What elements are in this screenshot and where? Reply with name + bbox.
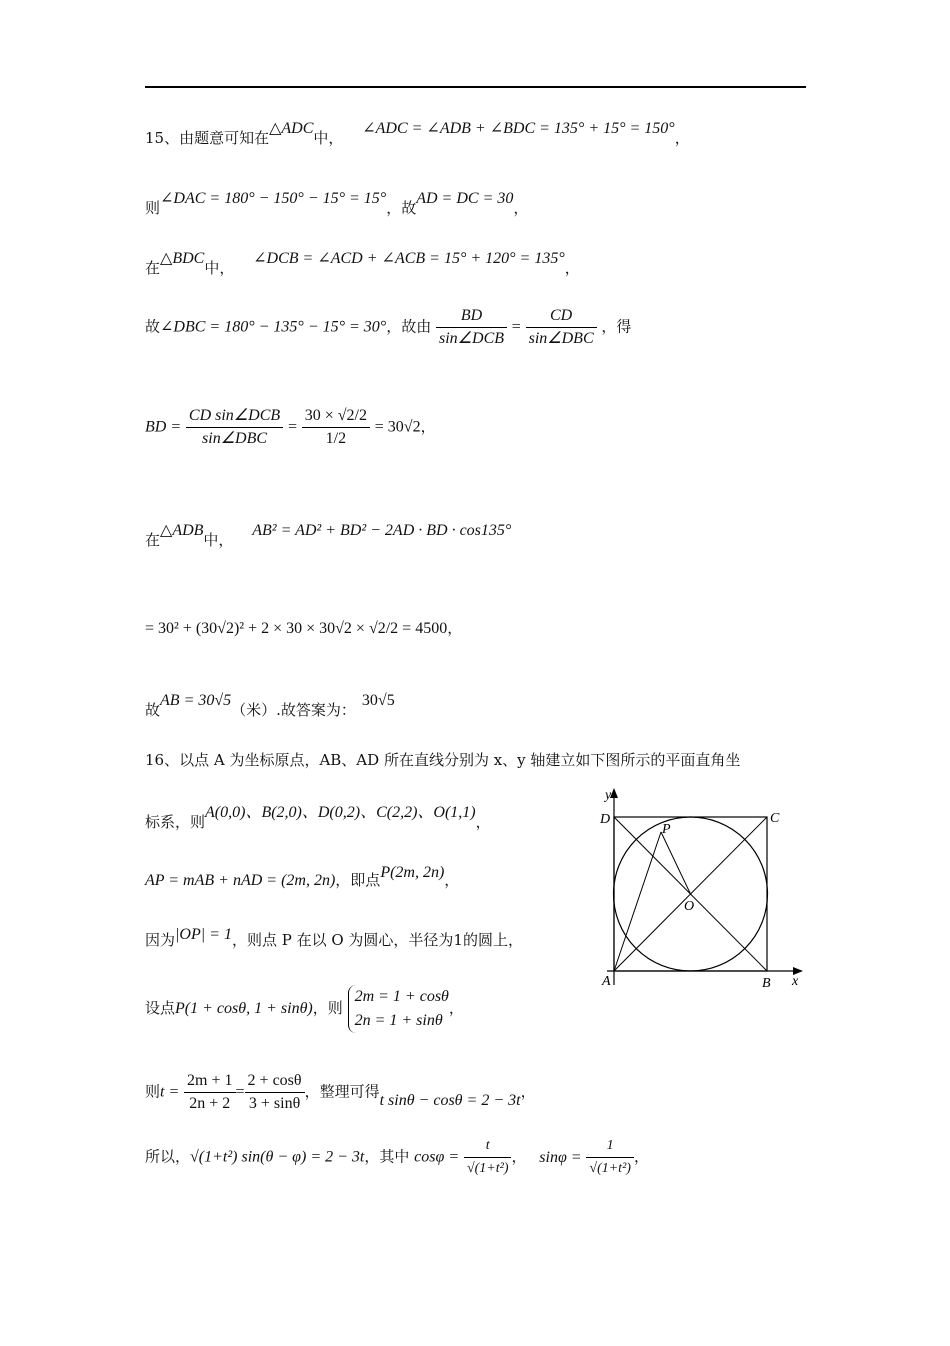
text: ， — [475, 813, 491, 831]
label-o: O — [684, 899, 695, 914]
label-y: y — [605, 788, 612, 803]
num: 1 — [586, 1135, 634, 1158]
den: sin∠DCB — [439, 330, 505, 347]
frac-cos — [464, 1135, 512, 1180]
triangle-adb: △ADB — [160, 522, 204, 539]
frac-cd-sin — [526, 305, 597, 350]
eq-angle-dac: ∠DAC = 180° − 150° − 15° = 15° — [160, 190, 387, 207]
frac-numeric — [302, 405, 370, 450]
text: 16、以点 A 为坐标原点，AB、AD 所在直线分别为 x、y 轴建立如下图所示的平面直角坐 — [145, 751, 741, 769]
text: 则 — [145, 199, 161, 217]
text: ，故 — [386, 199, 417, 217]
label-p: P — [662, 822, 671, 837]
sys-row2: 2n = 1 + sinθ — [354, 1012, 443, 1029]
bd-result: = 30√2 — [374, 418, 421, 436]
frac-t1 — [184, 1070, 235, 1115]
text: 因为 — [145, 931, 176, 949]
text: 在 — [145, 531, 161, 549]
p15-line6 — [145, 522, 512, 551]
p16-line5 — [145, 985, 464, 1033]
num: CD sin∠DCB — [186, 405, 283, 428]
label-c: C — [770, 811, 780, 826]
den: √(1+t²) — [466, 1161, 509, 1176]
num: t — [464, 1135, 512, 1158]
num: 2m + 1 — [184, 1070, 235, 1093]
label-a: A — [602, 974, 611, 989]
text: 故 — [145, 701, 161, 719]
num: 2 + cosθ — [245, 1070, 305, 1093]
text: 15、由题意可知在 — [145, 129, 270, 147]
text: ， — [674, 129, 690, 147]
eq-angle-dcb: ∠DCB = ∠ACD + ∠ACB = 15° + 120° = 135° — [253, 250, 565, 267]
frac-bd-sin — [436, 305, 507, 350]
label-x: x — [792, 974, 799, 989]
num: BD — [436, 305, 507, 328]
bd-lhs: BD = — [145, 418, 182, 436]
eq-angle-adc: ∠ADC = ∠ADB + ∠BDC = 135° + 15° = 150° — [362, 120, 675, 137]
den: sin∠DBC — [202, 430, 268, 447]
text: 中， — [203, 531, 234, 549]
text: 中， — [313, 129, 344, 147]
sin-phi: sinφ = — [539, 1148, 582, 1166]
text: 所以， — [145, 1147, 191, 1166]
triangle-bdc: △BDC — [160, 250, 205, 267]
text: ， — [513, 199, 529, 217]
text: ， — [447, 619, 463, 637]
text: 故 — [145, 317, 161, 336]
eq-cosine-law: AB² = AD² + BD² − 2AD · BD · cos135° — [252, 522, 512, 539]
text: ， — [564, 259, 580, 277]
text: （米）.故答案为： — [231, 701, 356, 719]
text: ，则点 P 在以 O 为圆心，半径为1的圆上， — [231, 931, 523, 949]
eq-points: A(0,0)、B(2,0)、D(0,2)、C(2,2)、O(1,1) — [205, 804, 476, 821]
segment-po — [661, 832, 691, 894]
text: ，则 — [312, 999, 343, 1017]
text: ， — [520, 1082, 536, 1101]
text: 则 — [145, 1082, 161, 1101]
eq-t-sin: t sinθ − cosθ = 2 − 3t — [379, 1091, 521, 1109]
p15-line2 — [145, 190, 529, 219]
point-p-param: P(1 + cosθ, 1 + sinθ) — [175, 1000, 313, 1017]
eq-ad-dc: AD = DC = 30 — [416, 190, 514, 207]
text: ，得 — [601, 317, 632, 336]
text: 中， — [204, 259, 235, 277]
system — [348, 985, 449, 1033]
text: ， — [633, 1147, 649, 1166]
text: ， — [448, 999, 464, 1017]
text: ，整理可得 — [304, 1082, 380, 1101]
den: 3 + sinθ — [248, 1095, 301, 1112]
p15-line1 — [145, 120, 690, 149]
square-circle-figure — [585, 785, 810, 995]
p15-line3 — [145, 250, 580, 279]
p16-line6: 则t = $\frac{2m + 1}{2n + 2}$ = $\frac{2 + \cos\theta}{3 + \sin\theta}$ ，整理可得t sinθ − cosθ = 2 − 3t， — [145, 1070, 536, 1115]
frac-t2 — [245, 1070, 305, 1115]
den: √(1+t²) — [589, 1161, 631, 1176]
p15-line8 — [145, 692, 395, 721]
triangle-adc: △ADC — [269, 120, 314, 137]
eq-angle-dbc: ∠DBC = 180° − 135° − 15° = 30° — [160, 318, 387, 336]
frac-cd-sin-dcb — [186, 405, 283, 450]
text: ， — [444, 871, 460, 889]
p15-line7 — [145, 618, 462, 639]
frac-sin — [586, 1135, 634, 1180]
text: 设点 — [145, 999, 176, 1017]
den: sin∠DBC — [528, 330, 594, 347]
num: 30 × √2/2 — [302, 405, 370, 428]
label-b: B — [762, 976, 771, 991]
text: ， — [511, 1147, 527, 1166]
eq-ab-squared: = 30² + (30√2)² + 2 × 30 × 30√2 × √2/2 = 4500 — [145, 620, 448, 637]
p16-line7 — [145, 1135, 649, 1180]
sys-row1: 2m = 1 + cosθ — [354, 988, 449, 1005]
cos-phi: cosφ = — [414, 1148, 460, 1166]
text: 标系，则 — [145, 813, 206, 831]
p16-line1 — [145, 750, 740, 770]
p16-line3 — [145, 864, 460, 891]
point-p: P(2m, 2n) — [380, 864, 445, 881]
p16-line4 — [145, 926, 523, 951]
text: ，即点 — [335, 871, 381, 889]
p15-line4: 故∠DBC = 180° − 135° − 15° = 30°，故由 $\frac{BD}{\text{sin∠DCB}}$ = $\frac{CD}{\text{sin∠DBC}}$ ，得 — [145, 305, 631, 350]
eq-ap-vector: AP = mAB + nAD = (2m, 2n) — [145, 872, 336, 889]
eq-ab-result: AB = 30√5 — [160, 692, 232, 709]
p15-line5: BD = $\frac{\text{CD sin∠DCB}}{\text{sin∠DBC}}$ = $\frac{30 \times √2/2}{1/2}$ = 30√2， — [145, 405, 436, 450]
t-eq: t = — [160, 1083, 180, 1101]
p16-line2 — [145, 804, 491, 833]
text: 在 — [145, 259, 161, 277]
eq-op: |OP| = 1 — [175, 926, 232, 943]
label-d: D — [600, 812, 611, 827]
eq-sin-combined: √(1+t²) sin(θ − φ) = 2 − 3t — [190, 1148, 365, 1166]
text: ，故由 — [386, 317, 432, 336]
den: 2n + 2 — [189, 1095, 231, 1112]
text: ，其中 — [364, 1147, 410, 1166]
num: CD — [526, 305, 597, 328]
header-rule — [145, 86, 806, 88]
text: ， — [420, 417, 436, 436]
den: 1/2 — [325, 430, 347, 447]
answer-15: 30√5 — [361, 692, 395, 709]
